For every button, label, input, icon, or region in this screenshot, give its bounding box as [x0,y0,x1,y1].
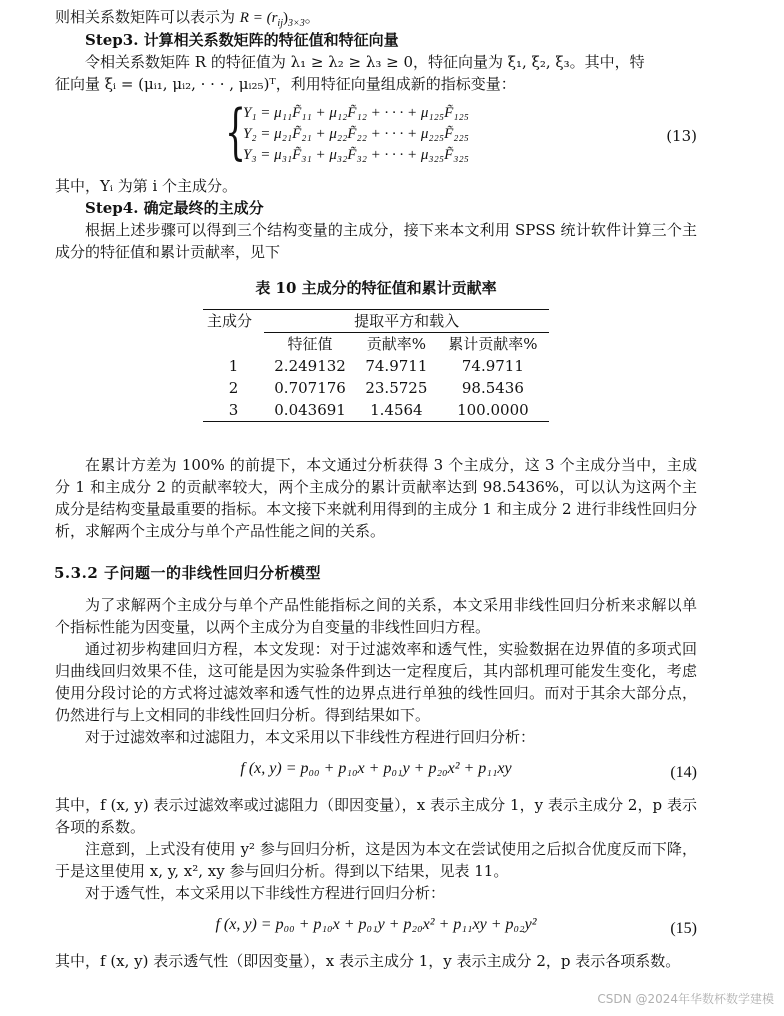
step3-line2: 征向量 ξᵢ = (μᵢ₁, μᵢ₂, · · · , μᵢ₂₅)ᵀ，利用特征向量组成新的指标变量： [55,75,516,93]
left-brace: { [225,97,247,167]
section-heading: 5.3.2 子问题一的非线性回归分析模型 [54,564,321,582]
section-paragraph-5: 注意到，上式没有使用 y² 参与回归分析，这是因为本文在尝试使用之后拟合优度反而下降，于是这里使用 x, y, x², xy 参与回归分析。得到以下结果，见表 11。 [55,840,697,880]
table-caption: 表 10 主成分的特征值和累计贡献率 [255,279,497,297]
equation-15 [55,914,697,944]
table-cell: 0.707176 [274,379,346,397]
table-cell: 3 [228,401,239,419]
eq14-body: f (x, y) = p₀₀ + p₁₀x + p₀₁y + p₂₀x² + p₁₁xy [240,760,512,777]
table-cell: 74.9711 [461,357,524,375]
step4-heading: Step4. 确定最终的主成分 [85,199,264,217]
matrix-sentence [55,6,697,29]
eq13-line-2: Y₂ = μ₂₁F̃₂₁ + μ₂₂F̃₂₂ + · · · + μ₂₂₅F̃₂₂₅ [243,126,469,142]
table-cell: 74.9711 [365,357,428,375]
eq13-number: (13) [666,127,697,145]
section-paragraph-2: 通过初步构建回归方程，本文发现：对于过滤效率和透气性，实验数据在边界值的多项式回归曲线回归效果不佳，这可能是因为实验条件到达一定程度后，其内部机理可能发生变化，考虑使用分段讨论的方式将过滤效率和透气性的边界点进行单独的线性回归。而对于其余大部分点，仍然进行与上文相同的非线性回归分析。得到结果如下。 [55,640,697,724]
variance-paragraph: 在累计方差为 100% 的前提下，本文通过分析获得 3 个主成分，这 3 个主成分当中，主成分 1 和主成分 2 的贡献率较大，两个主成分的累计贡献率达到 98.5436%，可以认为这两个主成分是结构变量最重要的指标。本文接下来就利用得到的主成分 1 和主成分 2 进行非线性回归分析，求解两个主成分与单个产品性能之间的关系。 [55,456,697,540]
table-cell: 1 [228,357,239,375]
step3-heading: Step3. 计算相关系数矩阵的特征值和特征向量 [85,31,399,49]
table-row [203,355,549,377]
table-row [203,399,549,422]
equation-14 [55,758,697,788]
matrix-dims: 3×3 [287,18,305,29]
table-cell: 0.043691 [274,401,346,419]
matrix-text: 则相关系数矩阵可以表示为 [55,8,236,26]
step3-line1: 令相关系数矩阵 R 的特征值为 λ₁ ≥ λ₂ ≥ λ₃ ≥ 0，特征向量为 ξ₁, ξ₂, ξ₃。其中，特 [85,53,645,71]
eq13-line-3: Y₃ = μ₃₁F̃₃₁ + μ₃₂F̃₃₂ + · · · + μ₃₂₅F̃₃₂₅ [243,147,469,163]
eigenvalue-table [203,309,549,422]
equation-13-lines [243,103,469,166]
section-paragraph-7: 其中，f (x, y) 表示透气性（即因变量），x 表示主成分 1，y 表示主成分 2，p 表示各项系数。 [55,952,681,970]
table-header-row [203,310,549,333]
table-cell: 98.5436 [461,379,524,397]
section-paragraph-1: 为了求解两个主成分与单个产品性能指标之间的关系，本文采用非线性回归分析来求解以单个指标性能为因变量，以两个主成分为自变量的非线性回归方程。 [55,596,697,636]
matrix-formula [239,10,305,29]
section-paragraph-3: 对于过滤效率和过滤阻力，本文采用以下非线性方程进行回归分析： [85,728,536,746]
table-cell: 1.4564 [370,401,423,419]
step4-paragraph: 根据上述步骤可以得到三个结构变量的主成分，接下来本文利用 SPSS 统计软件计算三个主成分的特征值和累计贡献率，见下 [55,221,697,261]
table-cell: 2 [228,379,239,397]
watermark: CSDN @2024年华数杯数学建模 [597,992,774,1006]
table-row [203,377,549,399]
matrix-formula-body: R = (r [239,10,278,26]
matrix-formula-paren: ) [282,10,288,26]
table-subheader-eigenvalue: 特征值 [264,333,356,356]
table-subheader-row [203,333,549,356]
eq13-line-1: Y₁ = μ₁₁F̃₁₁ + μ₁₂F̃₁₂ + · · · + μ₁₂₅F̃₁₂₅ [243,105,469,121]
paper-page [55,6,697,972]
table-cell: 100.0000 [457,401,529,419]
equation-13 [55,97,697,169]
matrix-end: 。 [304,8,320,26]
eq15-number: (15) [670,920,697,937]
table-cell: 2.249132 [274,357,346,375]
section-paragraph-4: 其中，f (x, y) 表示过滤效率或过滤阻力（即因变量），x 表示主成分 1，y 表示主成分 2，p 表示各项的系数。 [55,796,697,836]
yi-definition: 其中，Yᵢ 为第 i 个主成分。 [55,177,238,195]
table-subheader-empty [203,333,264,356]
table-cell: 23.5725 [365,379,428,397]
matrix-formula-sub: ij [277,18,283,29]
table-header-group: 提取平方和载入 [354,312,460,330]
eq14-number: (14) [670,764,697,781]
table-header-component: 主成分 [207,312,253,331]
eq15-body: f (x, y) = p₀₀ + p₁₀x + p₀₁y + p₂₀x² + p₁₁xy + p₀₂y² [215,916,537,933]
table-subheader-cumulative: 累计贡献率% [437,333,549,356]
table-subheader-contribution: 贡献率% [356,333,437,356]
section-paragraph-6: 对于透气性，本文采用以下非线性方程进行回归分析： [85,884,446,902]
